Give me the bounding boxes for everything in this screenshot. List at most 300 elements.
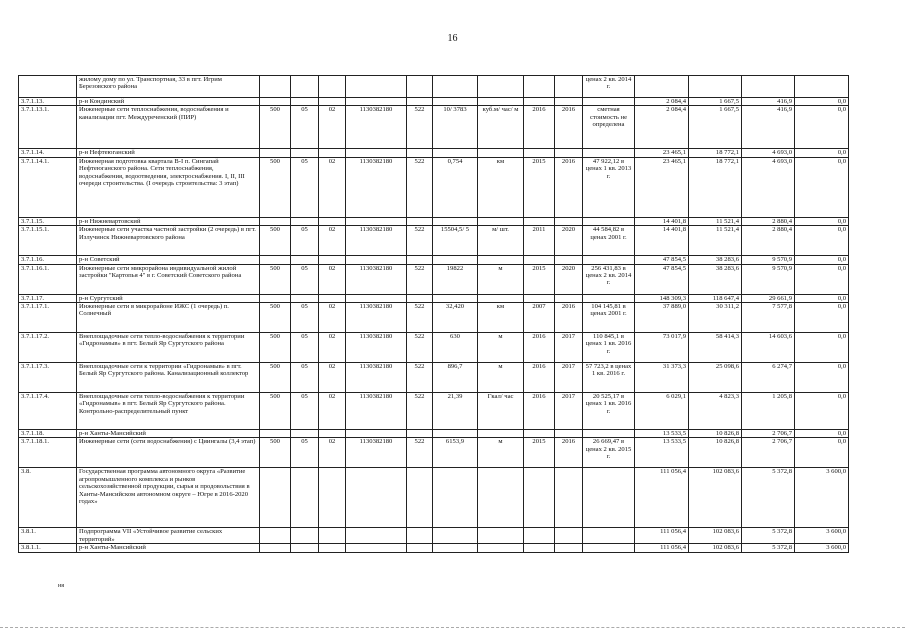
row-section: 05 (291, 226, 319, 256)
row-name: Государственная программа автономного округа «Развитие агропромышленного комплекса и рынков сельскохозяйственной продукции, сырья и продовольствия в Ханты-Мансийском автономном округе – Югре в 2016-2020 годах» (77, 468, 260, 528)
row-name: Внеплощадочные сети тепло-водоснабжения к территории «Гидронамыв» в пгт. Белый Яр Сургутского района (77, 333, 260, 363)
row-total: 13 533,5 (635, 430, 689, 438)
row-code: 3.8.1. (19, 528, 77, 544)
row-total: 111 056,4 (635, 544, 689, 552)
table-row (19, 157, 849, 217)
row-unit: м (478, 264, 524, 294)
row-target-article: 1130382180 (346, 303, 407, 333)
row-section: 05 (291, 157, 319, 217)
row-unit (478, 528, 524, 544)
row-end-year (555, 256, 583, 264)
row-start-year (524, 149, 555, 157)
row-local-budget: 29 661,9 (742, 294, 795, 302)
row-section: 05 (291, 438, 319, 468)
row-code: 3.8.1.1. (19, 544, 77, 552)
table-row (19, 76, 849, 98)
row-end-year: 2016 (555, 157, 583, 217)
row-subsection (319, 544, 346, 552)
row-estimated-cost: 44 584,82 в ценах 2001 г. (583, 226, 635, 256)
row-subsection: 02 (319, 157, 346, 217)
row-local-budget: 14 603,6 (742, 333, 795, 363)
row-grbs: 500 (260, 106, 291, 149)
row-start-year (524, 217, 555, 225)
row-subsection: 02 (319, 106, 346, 149)
row-grbs (260, 149, 291, 157)
row-estimated-cost: ценах 2 кв. 2014 г. (583, 76, 635, 98)
row-capacity (433, 76, 478, 98)
row-start-year: 2015 (524, 157, 555, 217)
row-code: 3.7.1.18.1. (19, 438, 77, 468)
row-capacity (433, 149, 478, 157)
row-grbs (260, 544, 291, 552)
row-total: 73 017,9 (635, 333, 689, 363)
row-target-article: 1130382180 (346, 393, 407, 430)
row-unit: м (478, 438, 524, 468)
row-end-year (555, 468, 583, 528)
row-other-sources: 3 600,0 (795, 528, 849, 544)
row-target-article (346, 98, 407, 106)
row-estimated-cost (583, 468, 635, 528)
row-start-year (524, 76, 555, 98)
row-capacity (433, 430, 478, 438)
budget-table (18, 75, 849, 553)
row-name: р-н Советский (77, 256, 260, 264)
row-end-year: 2017 (555, 393, 583, 430)
row-section (291, 98, 319, 106)
row-estimated-cost: 47 922,12 в ценах 1 кв. 2013 г. (583, 157, 635, 217)
row-unit (478, 149, 524, 157)
row-expense-type: 522 (407, 226, 433, 256)
row-okrug-budget: 102 083,6 (689, 544, 742, 552)
row-grbs: 500 (260, 363, 291, 393)
row-other-sources: 3 600,0 (795, 468, 849, 528)
table-body (19, 76, 849, 553)
row-start-year (524, 528, 555, 544)
row-section (291, 544, 319, 552)
table-row (19, 294, 849, 302)
row-estimated-cost: 110 845,1 в ценах 1 кв. 2016 г. (583, 333, 635, 363)
row-total (635, 76, 689, 98)
row-section: 05 (291, 333, 319, 363)
row-capacity (433, 98, 478, 106)
row-code: 3.7.1.16. (19, 256, 77, 264)
row-capacity: 6153,9 (433, 438, 478, 468)
row-other-sources: 0,0 (795, 226, 849, 256)
row-unit (478, 430, 524, 438)
row-estimated-cost: 104 145,81 в ценах 2001 г. (583, 303, 635, 333)
row-name: Инженерные сети (сети водоснабжения) с Циингалы (3,4 этап) (77, 438, 260, 468)
table-row (19, 438, 849, 468)
row-grbs (260, 468, 291, 528)
row-expense-type: 522 (407, 363, 433, 393)
row-grbs (260, 528, 291, 544)
row-end-year (555, 294, 583, 302)
row-other-sources: 0,0 (795, 303, 849, 333)
row-estimated-cost (583, 430, 635, 438)
row-grbs (260, 217, 291, 225)
row-end-year (555, 76, 583, 98)
row-expense-type: 522 (407, 333, 433, 363)
row-expense-type: 522 (407, 303, 433, 333)
row-unit (478, 468, 524, 528)
row-start-year: 2016 (524, 333, 555, 363)
row-subsection (319, 217, 346, 225)
row-subsection: 02 (319, 264, 346, 294)
row-okrug-budget: 38 283,6 (689, 264, 742, 294)
row-grbs (260, 430, 291, 438)
row-target-article: 1130382180 (346, 363, 407, 393)
row-code: 3.7.1.13.1. (19, 106, 77, 149)
row-section: 05 (291, 363, 319, 393)
row-local-budget: 2 706,7 (742, 438, 795, 468)
row-total: 14 401,8 (635, 226, 689, 256)
row-local-budget: 4 693,0 (742, 157, 795, 217)
row-end-year (555, 528, 583, 544)
row-name: Подпрограмма VII «Устойчивое развитие сельских территорий» (77, 528, 260, 544)
row-other-sources: 0,0 (795, 157, 849, 217)
row-okrug-budget: 30 311,2 (689, 303, 742, 333)
row-name: р-н Нефтеюганский (77, 149, 260, 157)
row-total: 111 056,4 (635, 468, 689, 528)
row-code: 3.7.1.18. (19, 430, 77, 438)
row-subsection: 02 (319, 226, 346, 256)
row-target-article: 1130382180 (346, 226, 407, 256)
row-other-sources: 3 600,0 (795, 544, 849, 552)
row-expense-type (407, 256, 433, 264)
row-target-article (346, 217, 407, 225)
row-capacity: 896,7 (433, 363, 478, 393)
row-start-year: 2016 (524, 106, 555, 149)
row-code: 3.7.1.17.4. (19, 393, 77, 430)
row-subsection: 02 (319, 438, 346, 468)
row-okrug-budget: 1 667,5 (689, 98, 742, 106)
row-total: 6 029,1 (635, 393, 689, 430)
row-end-year: 2020 (555, 226, 583, 256)
row-estimated-cost (583, 217, 635, 225)
row-name: р-н Ханты-Мансийский (77, 544, 260, 552)
row-okrug-budget: 11 521,4 (689, 217, 742, 225)
row-expense-type: 522 (407, 393, 433, 430)
row-okrug-budget: 10 826,8 (689, 430, 742, 438)
table-row (19, 430, 849, 438)
row-local-budget: 1 205,8 (742, 393, 795, 430)
row-start-year (524, 468, 555, 528)
row-estimated-cost (583, 528, 635, 544)
row-expense-type: 522 (407, 264, 433, 294)
row-subsection (319, 294, 346, 302)
row-okrug-budget: 102 083,6 (689, 468, 742, 528)
row-grbs (260, 76, 291, 98)
row-okrug-budget: 38 283,6 (689, 256, 742, 264)
row-start-year (524, 98, 555, 106)
row-start-year (524, 430, 555, 438)
row-unit (478, 256, 524, 264)
row-unit (478, 294, 524, 302)
row-code: 3.7.1.13. (19, 98, 77, 106)
row-subsection: 02 (319, 363, 346, 393)
row-okrug-budget: 102 083,6 (689, 528, 742, 544)
row-local-budget: 5 372,8 (742, 544, 795, 552)
row-capacity: 19822 (433, 264, 478, 294)
row-local-budget: 416,9 (742, 106, 795, 149)
row-subsection: 02 (319, 393, 346, 430)
row-estimated-cost (583, 256, 635, 264)
row-grbs: 500 (260, 157, 291, 217)
row-expense-type: 522 (407, 106, 433, 149)
page-number: 16 (447, 33, 458, 44)
row-local-budget: 6 274,7 (742, 363, 795, 393)
row-end-year: 2016 (555, 303, 583, 333)
row-capacity (433, 468, 478, 528)
row-estimated-cost (583, 544, 635, 552)
row-name: Внеплощадочные сети к территории «Гидронамыв» в пгт. Белый Яр Сургутского района. Канализационный коллектор (77, 363, 260, 393)
row-expense-type (407, 98, 433, 106)
row-name: р-н Кондинский (77, 98, 260, 106)
row-capacity (433, 256, 478, 264)
row-section: 05 (291, 393, 319, 430)
row-target-article (346, 256, 407, 264)
row-estimated-cost (583, 294, 635, 302)
row-expense-type (407, 217, 433, 225)
row-okrug-budget: 25 098,6 (689, 363, 742, 393)
row-code: 3.7.1.15. (19, 217, 77, 225)
row-subsection (319, 149, 346, 157)
row-capacity (433, 544, 478, 552)
row-name: р-н Ханты-Мансийский (77, 430, 260, 438)
row-grbs: 500 (260, 333, 291, 363)
row-expense-type (407, 430, 433, 438)
row-other-sources: 0,0 (795, 217, 849, 225)
row-total: 2 084,4 (635, 106, 689, 149)
row-estimated-cost: 256 431,83 в ценах 2 кв. 2014 г. (583, 264, 635, 294)
row-capacity: 630 (433, 333, 478, 363)
footer-mark: ня (58, 583, 64, 589)
row-grbs (260, 294, 291, 302)
row-capacity: 32,420 (433, 303, 478, 333)
row-local-budget: 2 880,4 (742, 226, 795, 256)
row-other-sources: 0,0 (795, 430, 849, 438)
row-end-year: 2017 (555, 363, 583, 393)
row-unit: м/ шт. (478, 226, 524, 256)
table-row (19, 468, 849, 528)
row-target-article (346, 149, 407, 157)
row-code: 3.7.1.15.1. (19, 226, 77, 256)
row-unit: км (478, 303, 524, 333)
row-start-year: 2015 (524, 438, 555, 468)
row-total: 13 533,5 (635, 438, 689, 468)
row-other-sources: 0,0 (795, 438, 849, 468)
row-grbs: 500 (260, 438, 291, 468)
row-local-budget: 5 372,8 (742, 468, 795, 528)
row-capacity: 0,754 (433, 157, 478, 217)
row-subsection: 02 (319, 333, 346, 363)
row-local-budget (742, 76, 795, 98)
row-local-budget: 9 570,9 (742, 256, 795, 264)
row-end-year (555, 430, 583, 438)
row-subsection (319, 468, 346, 528)
row-okrug-budget (689, 76, 742, 98)
row-start-year: 2007 (524, 303, 555, 333)
row-code: 3.7.1.17.3. (19, 363, 77, 393)
row-unit: куб.м/ час/ м (478, 106, 524, 149)
row-local-budget: 5 372,8 (742, 528, 795, 544)
row-section (291, 149, 319, 157)
row-expense-type (407, 149, 433, 157)
row-name: Внеплощадочные сети тепло-водоснабжения к территории «Гидронамыв» в пгт. Белый Яр Сургутского района. Контрольно-распределительный пункт (77, 393, 260, 430)
row-code: 3.7.1.14. (19, 149, 77, 157)
row-start-year: 2011 (524, 226, 555, 256)
row-expense-type (407, 76, 433, 98)
row-total: 47 854,5 (635, 264, 689, 294)
row-start-year: 2015 (524, 264, 555, 294)
row-target-article (346, 294, 407, 302)
row-start-year (524, 256, 555, 264)
row-end-year (555, 98, 583, 106)
row-capacity: 10/ 3783 (433, 106, 478, 149)
row-other-sources: 0,0 (795, 256, 849, 264)
table-row (19, 363, 849, 393)
row-unit: Гкал/ час (478, 393, 524, 430)
row-section: 05 (291, 264, 319, 294)
row-end-year (555, 217, 583, 225)
row-estimated-cost: 57 723,2 в ценах 1 кв. 2016 г. (583, 363, 635, 393)
row-local-budget: 4 693,0 (742, 149, 795, 157)
row-section (291, 76, 319, 98)
row-expense-type: 522 (407, 438, 433, 468)
row-okrug-budget: 1 667,5 (689, 106, 742, 149)
row-total: 23 465,1 (635, 157, 689, 217)
row-unit (478, 217, 524, 225)
row-local-budget: 2 880,4 (742, 217, 795, 225)
row-end-year (555, 544, 583, 552)
row-section (291, 430, 319, 438)
row-name: Инженерные сети участка частной застройки (2 очередь) в пгт. Излучинск Нижневартовского района (77, 226, 260, 256)
row-grbs (260, 98, 291, 106)
row-total: 23 465,1 (635, 149, 689, 157)
row-code (19, 76, 77, 98)
row-other-sources: 0,0 (795, 333, 849, 363)
row-end-year: 2017 (555, 333, 583, 363)
table-row (19, 333, 849, 363)
row-subsection (319, 528, 346, 544)
row-total: 47 854,5 (635, 256, 689, 264)
row-local-budget: 9 570,9 (742, 264, 795, 294)
row-other-sources: 0,0 (795, 393, 849, 430)
row-subsection (319, 256, 346, 264)
row-code: 3.8. (19, 468, 77, 528)
row-expense-type: 522 (407, 157, 433, 217)
row-okrug-budget: 58 414,3 (689, 333, 742, 363)
row-unit: км (478, 157, 524, 217)
row-total: 14 401,8 (635, 217, 689, 225)
row-section (291, 294, 319, 302)
table-row (19, 393, 849, 430)
table-row (19, 303, 849, 333)
table-row (19, 217, 849, 225)
row-okrug-budget: 11 521,4 (689, 226, 742, 256)
row-start-year (524, 544, 555, 552)
row-subsection (319, 98, 346, 106)
row-name: р-н Нижневартовский (77, 217, 260, 225)
row-name: Инженерные сети теплоснабжения, водоснабжения и канализации пгт. Междуреченский (ПИР) (77, 106, 260, 149)
row-other-sources (795, 76, 849, 98)
table-row (19, 544, 849, 552)
row-other-sources: 0,0 (795, 98, 849, 106)
row-start-year: 2016 (524, 363, 555, 393)
row-start-year (524, 294, 555, 302)
row-section (291, 256, 319, 264)
row-name: Инженерные сети в микрорайоне ИЖС (1 очередь) п. Солнечный (77, 303, 260, 333)
row-expense-type (407, 294, 433, 302)
row-unit (478, 544, 524, 552)
row-target-article (346, 76, 407, 98)
row-section: 05 (291, 303, 319, 333)
row-other-sources: 0,0 (795, 363, 849, 393)
row-okrug-budget: 118 647,4 (689, 294, 742, 302)
row-expense-type (407, 544, 433, 552)
row-other-sources: 0,0 (795, 149, 849, 157)
row-estimated-cost: сметная стоимость не определена (583, 106, 635, 149)
row-expense-type (407, 528, 433, 544)
row-code: 3.7.1.17.1. (19, 303, 77, 333)
row-okrug-budget: 18 772,1 (689, 149, 742, 157)
row-target-article: 1130382180 (346, 264, 407, 294)
row-local-budget: 416,9 (742, 98, 795, 106)
row-target-article (346, 528, 407, 544)
scan-edge-line (0, 627, 905, 628)
row-capacity: 15504,5/ 5 (433, 226, 478, 256)
row-capacity: 21,39 (433, 393, 478, 430)
row-unit (478, 76, 524, 98)
row-subsection (319, 430, 346, 438)
row-section (291, 528, 319, 544)
row-unit (478, 98, 524, 106)
row-target-article: 1130382180 (346, 438, 407, 468)
row-code: 3.7.1.17.2. (19, 333, 77, 363)
row-target-article (346, 544, 407, 552)
row-total: 148 309,3 (635, 294, 689, 302)
row-section: 05 (291, 106, 319, 149)
row-capacity (433, 528, 478, 544)
row-estimated-cost: 26 669,47 в ценах 2 кв. 2015 г. (583, 438, 635, 468)
row-other-sources: 0,0 (795, 264, 849, 294)
row-end-year: 2016 (555, 106, 583, 149)
row-estimated-cost (583, 98, 635, 106)
row-name: р-н Сургутский (77, 294, 260, 302)
row-end-year: 2016 (555, 438, 583, 468)
row-local-budget: 2 706,7 (742, 430, 795, 438)
table-row (19, 226, 849, 256)
table-row (19, 149, 849, 157)
row-target-article (346, 430, 407, 438)
row-target-article (346, 468, 407, 528)
row-other-sources: 0,0 (795, 294, 849, 302)
row-okrug-budget: 10 826,8 (689, 438, 742, 468)
row-name: Инженерная подготовка квартала В-I п. Сингапай Нефтеюганского района. Сети теплоснабжения, водоснабжения, водоотведения, электроснабжения. I, II, III очереди строительства. (I очередь строительства: 3 этап) (77, 157, 260, 217)
row-grbs: 500 (260, 264, 291, 294)
row-name: Инженерные сети микрорайона индивидуальной жилой застройки "Картопья 4" в г. Советский Советского района (77, 264, 260, 294)
row-unit: м (478, 363, 524, 393)
row-grbs: 500 (260, 393, 291, 430)
row-subsection: 02 (319, 303, 346, 333)
row-total: 37 889,0 (635, 303, 689, 333)
row-grbs: 500 (260, 226, 291, 256)
row-unit: м (478, 333, 524, 363)
row-expense-type (407, 468, 433, 528)
row-estimated-cost: 20 525,17 в ценах 1 кв. 2016 г. (583, 393, 635, 430)
row-start-year: 2016 (524, 393, 555, 430)
row-okrug-budget: 4 823,3 (689, 393, 742, 430)
